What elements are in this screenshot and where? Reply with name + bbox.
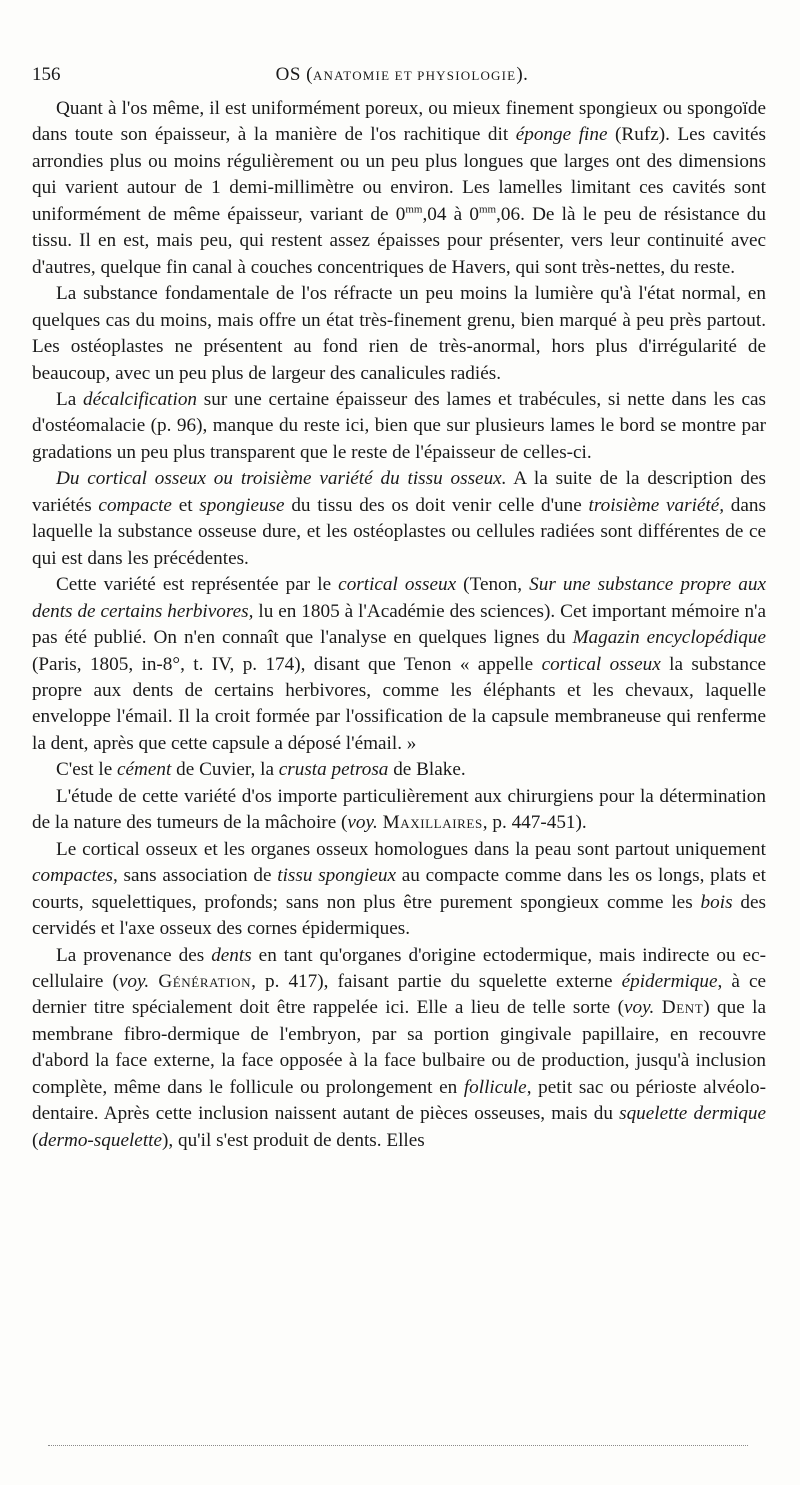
- paragraph-chirurgiens: [32, 784, 766, 837]
- italic-term: voy.: [347, 812, 378, 834]
- paragraph-organes-compactes: [32, 837, 766, 943]
- text-run: , à ce dernier titre spécialement doit être rappelée ici. Elle a lieu de telle sorte (: [32, 970, 767, 1019]
- italic-term: voy.: [118, 970, 150, 992]
- italic-term: voy.: [623, 997, 655, 1019]
- cross-reference: Dent: [661, 997, 704, 1019]
- body-text: [32, 96, 766, 1154]
- footer-dotted-rule: [48, 1445, 748, 1446]
- text-run: de Cuvier, la: [171, 759, 279, 781]
- text-run: , petit sac ou périoste alvéolo-dentaire. Après cette inclusion naissent autant de pièces osseuses, mais du: [32, 1076, 766, 1125]
- paragraph-os-uniformement-poreux: [32, 96, 766, 281]
- italic-term: compactes: [32, 865, 113, 887]
- text-run: (: [32, 1129, 39, 1151]
- text-run: Cette variété est représentée par le: [56, 574, 339, 596]
- italic-term: squelette dermique: [619, 1103, 766, 1125]
- paragraph-tenon-memoire: [32, 572, 766, 757]
- text-run: et: [171, 494, 200, 516]
- text-run: Le cortical osseux et les organes osseux homologues dans la peau sont partout uniquement: [56, 838, 766, 860]
- italic-term: crusta petrosa: [278, 759, 389, 781]
- text-run: ), qu'il s'est produit de dents. Elles: [162, 1129, 425, 1151]
- paragraph-cortical-osseux-title: [32, 466, 766, 572]
- italic-term: troisième variété,: [588, 494, 725, 516]
- unit-superscript: mm: [405, 203, 423, 216]
- unit-superscript: mm: [478, 203, 497, 216]
- text-run: , p. 447-451).: [482, 812, 587, 834]
- text-run: ) que la membrane fibro-dermique de l'embryon, par sa portion gingivale papillaire, en recouvre d'abord la face externe, la face opposée à la face bulbaire ou de production, jusqu'à inclusion complète, même dans le follicule ou prolongement en: [32, 997, 766, 1098]
- italic-term: décalcification: [83, 388, 198, 410]
- paragraph-provenance-dents: [32, 943, 766, 1155]
- section-heading-italic: Du cortical osseux ou troisième variété du tissu osseux.: [56, 468, 507, 490]
- text-run: de Blake.: [388, 759, 466, 781]
- text-run: lu en 1805 à l'Académie des sciences). Cet important mémoire n'a pas été publié. On n'en connaît que l'analyse en quelques lignes du: [32, 600, 767, 649]
- text-run: , p. 417), faisant partie du squelette externe: [251, 970, 622, 992]
- paragraph-cement-cuvier: [32, 757, 766, 783]
- page-number: 156: [32, 64, 61, 85]
- text-run: sur une certaine épaisseur des lames et trabécules, si nette dans les cas d'ostéomalacie (p. 96), manque du reste ici, bien que sur plusieurs lames le bord se montre par gradations un peu plus transparent que le reste de l'épaisseur de celles-ci.: [32, 388, 766, 463]
- italic-term: cortical osseux: [338, 574, 457, 596]
- text-run: Quant à l'os même, il est uniformément poreux, ou mieux finement spongieux ou spongoïde dans toute son épaisseur, à la manière de l'os rachitique dit: [32, 98, 766, 146]
- text-run: , sans association de: [113, 865, 278, 887]
- text-run: en tant qu'organes d'origine ectodermique, mais indirecte ou ec-cellulaire (: [32, 944, 766, 992]
- italic-title: Magazin encyclopédique: [572, 627, 766, 649]
- text-run: (Tenon,: [456, 574, 530, 596]
- italic-term: cément: [117, 759, 172, 781]
- italic-term: compacte: [98, 494, 172, 516]
- italic-term: éponge fine: [515, 124, 608, 146]
- text-run: du tissu des os doit venir celle d'une: [284, 494, 589, 516]
- italic-term: follicule: [463, 1076, 527, 1098]
- page-header: [32, 64, 772, 94]
- text-run: des cervidés et l'axe osseux des cornes épidermiques.: [32, 891, 767, 940]
- text-run: au compacte comme dans les os longs, plats et courts, squelettiques, profonds; sans non plus être purement spongieux comme les: [32, 865, 766, 913]
- running-head-end: ).: [516, 64, 529, 85]
- text-run: A la suite de la description des variétés: [32, 468, 766, 516]
- italic-term: cortical osseux: [541, 653, 661, 675]
- text-run: La: [56, 388, 83, 410]
- italic-term: tissu spongieux: [277, 865, 397, 887]
- text-run: [149, 971, 158, 992]
- text-run: (Paris, 1805, in-8°, t. IV, p. 174), disant que Tenon « appelle: [32, 653, 542, 675]
- text-run: La provenance des: [56, 944, 212, 966]
- text-run: (Rufz). Les cavités arrondies plus ou moins régulièrement ou un peu plus longues que larges ont des dimensions qui varient autour de 1 demi-millimètre ou environ. Les lamelles limitant ces cavités sont uniformément de même épaisseur, variant de 0: [32, 124, 766, 225]
- running-head: [32, 64, 772, 86]
- text-run: ,04 à 0: [422, 203, 479, 225]
- italic-term: bois: [700, 891, 733, 913]
- running-head-small-caps: ANATOMIE ET PHYSIOLOGIE: [312, 68, 517, 83]
- cross-reference: Maxillaires: [382, 812, 483, 834]
- italic-term: spongieuse: [199, 494, 285, 516]
- text-run: dans laquelle la substance osseuse dure, et les ostéoplastes ou cellules radiées sont différentes de ce qui est dans les précédentes.: [32, 494, 766, 569]
- text-run: ,06. De là le peu de résistance du tissu. Il en est, mais peu, qui restent assez épaisses pour présenter, vers leur continuité avec d'autres, quelque fin canal à couches concentriques de Havers, qui sont très-nettes, du reste.: [32, 203, 766, 278]
- running-head-main: OS (: [275, 64, 313, 85]
- paragraph-decalcification: [32, 387, 766, 466]
- italic-term: épidermique: [621, 970, 718, 992]
- text-run: L'étude de cette variété d'os importe particulièrement aux chirurgiens pour la détermination de la nature des tumeurs de la mâchoire (: [32, 785, 766, 834]
- italic-term: dents: [211, 944, 252, 966]
- italic-title: Sur une substance propre aux dents de certains herbivores,: [32, 574, 766, 622]
- text-run: la substance propre aux dents de certains herbivores, comme les éléphants et les chevaux, laquelle enveloppe l'émail. Il la croit formée par l'ossification de la capsule membraneuse qui renferme la dent, après que cette capsule a déposé l'émail. »: [32, 653, 766, 754]
- italic-term: dermo-squelette: [38, 1129, 163, 1151]
- text-run: C'est le: [56, 759, 118, 781]
- cross-reference: Génération: [158, 970, 252, 992]
- paragraph-substance-fondamentale: La substance fondamentale de l'os réfracte un peu moins la lumière qu'à l'état normal, en quelques cas du moins, mais offre un état très-finement grenu, bien marqué à peu près partout. Les ostéoplastes ne présentent au fond rien de très-anormal, hors plus d'irrégularité de beaucoup, avec un peu plus de largeur des canalicules radiés.: [32, 283, 766, 384]
- text-run: [654, 997, 661, 1018]
